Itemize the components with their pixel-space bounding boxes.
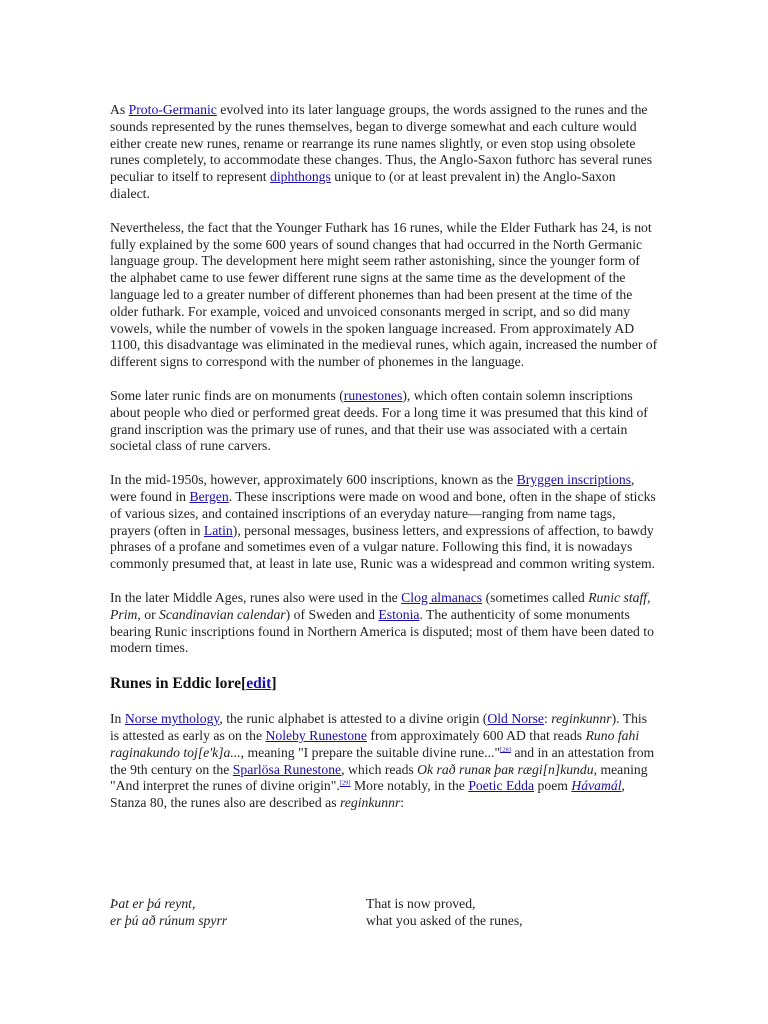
paragraph-text: and in an attestation from the 9th century on the [110,744,655,777]
paragraph-text: In the later Middle Ages, runes also were used in the [110,589,402,605]
link-bergen[interactable]: Bergen [189,488,229,504]
link-bryggen-inscriptions[interactable]: Bryggen inscriptions [516,472,632,488]
link-poetic-edda[interactable]: Poetic Edda [468,778,535,794]
paragraph-text: poem [534,778,572,794]
paragraph-text: . The authenticity of some monuments bearing Runic inscriptions found in Northern America is disputed; most of them have been dated to modern times. [110,606,654,656]
poem-translation: what you asked of the runes, [366,913,523,928]
italic-term: reginkunnr [339,795,401,811]
paragraph-text: , Stanza 80, the runes also are described as [110,778,625,811]
italic-term: Scandinavian calendar [159,606,286,622]
paragraph-text: , meaning "And interpret the runes of divine origin". [110,761,648,794]
italic-quote: Ok rað runaʀ þaʀ rægi[n]kundu [417,761,594,777]
link-norse-mythology[interactable]: Norse mythology [124,711,220,727]
link-sparlosa-runestone[interactable]: Sparlösa Runestone [232,761,342,777]
reference-link[interactable]: [29] [339,779,351,787]
link-havamal[interactable]: Hávamál [571,778,622,794]
edit-bracket: [ [241,675,247,693]
reference-28[interactable] [500,746,511,753]
poem-original: er þú að rúnum spyrr [110,913,228,928]
paragraph-text: ), which often contain solemn inscriptions about people who died or performed great deeds. For a long time it was presumed that this kind of grand inscription was the primary use of runes, and that their use was associated with a certain societal class of rune carvers. [110,387,648,454]
link-diphthongs[interactable]: diphthongs [270,169,331,185]
paragraph-text: In [110,711,125,727]
poem-original: Þat er þá reynt, [110,896,196,911]
paragraph-text: , meaning "I prepare the suitable divine rune..." [240,744,501,760]
link-estonia[interactable]: Estonia [378,606,420,622]
paragraph-text: (sometimes called [482,589,589,605]
paragraph-text: evolved into its later language groups, the words assigned to the runes and the sounds represented by the runes themselves, began to diverge somewhat and each culture would either create new runes, rename or rearrange its rune names slightly, or even stop using obsolete runes completely, to accommodate these changes. Thus, the Anglo-Saxon futhorc has several runes peculiar to itself to represent [110,102,653,185]
paragraph-clog-almanacs [110,590,658,657]
section-heading [110,674,658,694]
paragraph-text: from approximately 600 AD that reads [366,727,586,743]
paragraph-text: ) of Sweden and [285,606,379,622]
link-proto-germanic[interactable]: Proto-Germanic [128,102,217,117]
paragraph-text: Some later runic finds are on monuments ( [110,387,344,403]
link-latin[interactable]: Latin [203,522,233,538]
poem-line [110,912,658,929]
paragraph-text: : [400,795,405,811]
reference-29[interactable] [340,780,351,787]
italic-quote: Runo fahi raginakundo toj[e'k]a... [110,727,640,760]
paragraph-younger-futhark: Nevertheless, the fact that the Younger Futhark has 16 runes, while the Elder Futhark has 24, is not fully explained by the some 600 years of sound changes that had occurred in the North Germanic language group. The development here might seem rather astonishing, since the younger form of the alphabet came to use fewer different rune signs at the same time as the development of the language led to a greater number of different phonemes than had been present at the time of the older futhark. For example, voiced and unvoiced consonants merged in script, and so did many vowels, while the number of vowels in the spoken language increased. From approximately AD 1100, this disadvantage was eliminated in the medieval runes, which again, increased the number of different signs to correspond with the number of phonemes in the language. [110,219,658,370]
paragraph-text: , the runic alphabet is attested to a divine origin ( [219,711,488,727]
paragraph-proto-germanic [110,102,658,203]
paragraph-text: More notably, in the [350,778,469,794]
link-noleby-runestone[interactable]: Noleby Runestone [265,727,367,743]
paragraph-text: unique to (or at least prevalent in) the Anglo-Saxon dialect. [110,169,616,201]
italic-term: reginkunnr [551,711,612,727]
article-body [110,102,658,829]
paragraph-text: . These inscriptions were made on wood and bone, often in the shape of sticks of various sizes, and contained inscriptions of an everyday nature—ranging from name tags, prayers (often in [110,488,656,538]
paragraph-text: As [110,102,129,117]
paragraph-text: ). This is attested as early as on the [110,711,648,743]
section-heading-title: Runes in Eddic lore [110,675,241,693]
paragraph-text: In the mid-1950s, however, approximately 600 inscriptions, known as the [110,472,517,488]
paragraph-text: ), personal messages, business letters, and expressions of affection, to bawdy phrases of a profane and sometimes even of a vulgar nature. Following this find, it is nowadays commonly presumed that, at least in late use, Runic was a widespread and common writing system. [110,522,656,572]
poem-line [110,895,658,912]
paragraph-text: , or [137,606,160,622]
paragraph-bryggen [110,472,658,573]
link-clog-almanacs[interactable]: Clog almanacs [401,589,483,605]
paragraph-text: , [647,589,651,605]
paragraph-runestones [110,388,658,455]
paragraph-text: : [544,711,552,727]
poem-stanza [110,895,658,929]
reference-link[interactable]: [28] [500,746,511,754]
link-old-norse[interactable]: Old Norse [487,711,545,727]
italic-term: Prim [110,606,138,622]
edit-bracket: ] [271,675,277,693]
link-runestones[interactable]: runestones [343,387,403,403]
paragraph-text: , which reads [341,761,418,777]
edit-link[interactable]: edit [246,675,272,693]
italic-term: Runic staff [588,589,648,605]
paragraph-norse-mythology [110,711,658,812]
poem-translation: That is now proved, [366,896,476,911]
paragraph-text: , were found in [110,472,635,504]
